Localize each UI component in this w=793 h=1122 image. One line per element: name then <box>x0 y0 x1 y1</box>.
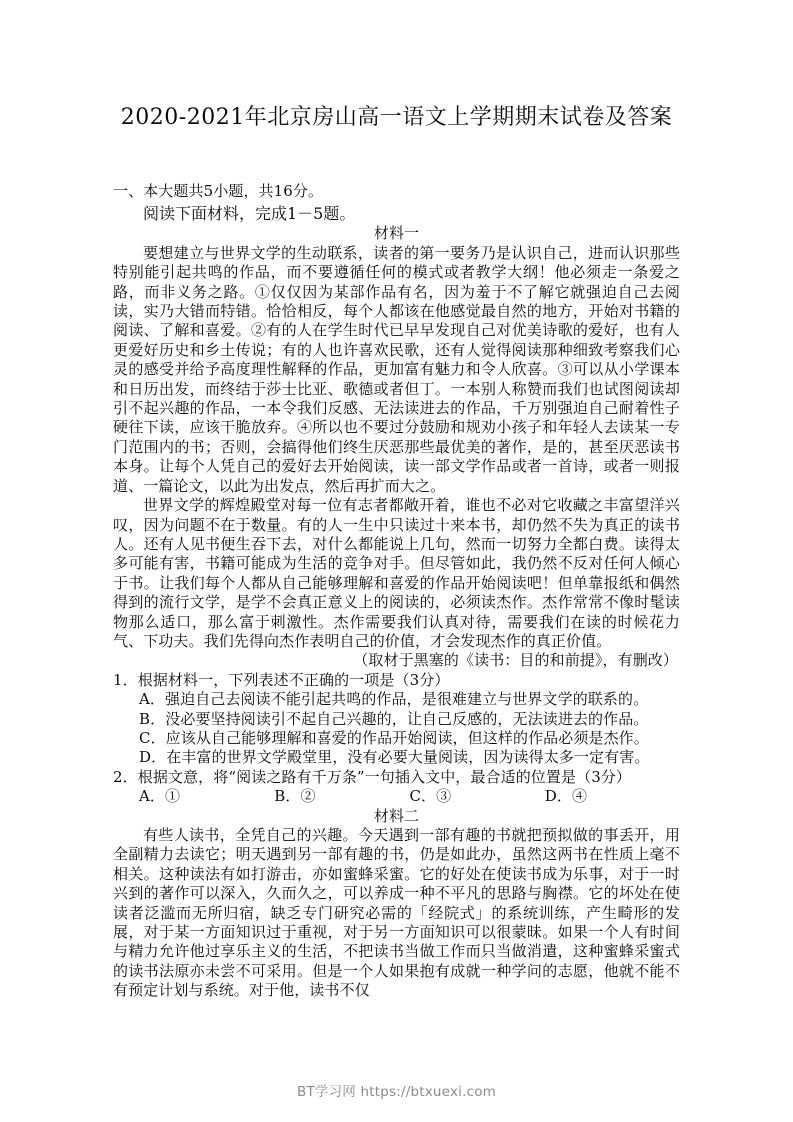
material-one-attribution: （取材于黑塞的《读书：目的和前提》，有删改） <box>353 651 678 670</box>
question-2-stem-text: 根据文意，将“阅读之路有千万条”一句插入文中，最合适的位置是（3分） <box>137 767 632 786</box>
question-1-option-a[interactable]: A．强迫自己去阅读不能引起共鸣的作品，是很难建立与世界文学的联系的。 <box>139 690 649 709</box>
material-one-label: 材料一 <box>373 224 420 243</box>
section-heading: 一、本大题共5小题，共16分。 <box>113 182 324 200</box>
material-two-paragraph-1: 有些人读书，全凭自己的兴趣。今天遇到一部有趣的书就把预拟做的事丢开，用全副精力去读它；明天遇到另一部有趣的书，仍是如此办，虽然这两书在性质上毫不相关。这种读法有如打游击，亦如蜜蜂采蜜。它的好处在使读书成为乐事，对于一时兴到的著作可以深入，久而久之，可以养成一种不平凡的思路与胸襟。它的坏处在使读者泛滥而无所归宿，缺乏专门研究必需的「经院式」的系统训练，产生畸形的发展，对于某一方面知识过于重视，对于另一方面知识可以很蒙昧。如果一个人有时间与精力允许他过享乐主义的生活，不把读书当做工作而只当做消遣，这种蜜蜂采蜜式的读书法原亦未尝不可采用。但是一个人如果抱有成就一种学问的志愿，他就不能不有预定计划与系统。对于他，读书不仅 <box>113 826 680 1000</box>
question-1-option-b[interactable]: B．没必要坚持阅读引不起自己兴趣的，让自己反感的，无法读进去的作品。 <box>139 709 649 728</box>
question-2-option-a[interactable]: A．① <box>139 787 181 806</box>
material-one-paragraph-2: 世界文学的辉煌殿堂对每一位有志者都敞开着，谁也不必对它收藏之丰富望洋兴叹，因为问题不在于数量。有的人一生中只读过十来本书，却仍然不失为真正的读书人。还有人见书便生吞下去，对什么都能说上几句，然而一切努力全都白费。读得太多可能有害，书籍可能成为生活的竞争对手。但尽管如此，我仍然不反对任何人倾心于书。让我们每个人都从自己能够理解和喜爱的作品开始阅读吧！但单靠报纸和偶然得到的流行文学，是学不会真正意义上的阅读的，必须读杰作。杰作常常不像时髦读物那么适口，那么富于刺激性。杰作需要我们认真对待，需要我们在读的时候花力气、下功夫。我们先得向杰作表明自己的价值，才会发现杰作的真正价值。 <box>113 496 680 650</box>
question-2-option-c[interactable]: C．③ <box>409 787 452 806</box>
question-2-option-d[interactable]: D．④ <box>544 787 588 806</box>
question-2-options <box>113 787 680 806</box>
material-two-label: 材料二 <box>373 806 420 825</box>
question-1-stem-after: 的一项是（3分） <box>334 670 450 689</box>
question-1-option-d[interactable]: D．在丰富的世界文学殿堂里，没有必要大量阅读，因为读得太多一定有害。 <box>139 748 650 767</box>
material-one-paragraph-1: 要想建立与世界文学的生动联系，读者的第一要务乃是认识自己，进而认识那些特别能引起共鸣的作品，而不要遵循任何的模式或者教学大纲！他必须走一条爱之路，而非义务之路。①仅仅因为某部作品有名，因为羞于不了解它就强迫自己去阅读，实乃大错而特错。恰恰相反，每个人都该在他感觉最自然的地方，开始对书籍的阅读、了解和喜爱。②有的人在学生时代已早早发现自己对优美诗歌的爱好，也有人更爱好历史和乡土传说；有的人也许喜欢民歌，还有人觉得阅读那种细致考察我们心灵的感受并给予高度理性解释的作品，更加富有魅力和令人欣喜。③可以从小学课本和日历出发，而终结于莎士比亚、歌德或者但丁。一本别人称赞而我们也试图阅读却引不起兴趣的作品，一本令我们反感、无法读进去的作品，千万别强迫自己耐着性子硬往下读，应该干脆放弃。④所以也不要过分鼓励和规劝小孩子和年轻人去读某一专门范围内的书；否则，会搞得他们终生厌恶那些最优美的著作，是的，甚至厌恶读书本身。让每个人凭自己的爱好去开始阅读，读一部文学作品或者一首诗，或者一则报道、一篇论文，以此为出发点，然后再扩而大之。 <box>113 243 680 495</box>
reading-instruction: 阅读下面材料，完成1－5题。 <box>143 204 356 224</box>
question-2-stem <box>113 768 680 787</box>
question-1-number: 1． <box>113 670 138 689</box>
question-2-number: 2． <box>113 767 138 786</box>
question-2-option-b[interactable]: B．② <box>274 787 316 806</box>
question-1-stem-emphasis: 不正确 <box>288 670 335 689</box>
document-body <box>113 182 680 1001</box>
page-title: 2020-2021年北京房山高一语文上学期期末试卷及答案 <box>120 104 673 130</box>
question-1-stem-before: 根据材料一，下列表述 <box>137 670 289 689</box>
question-1-stem <box>113 671 680 690</box>
question-1-option-c[interactable]: C．应该从自己能够理解和喜爱的作品开始阅读，但这样的作品必须是杰作。 <box>139 728 649 747</box>
footer-watermark: BT学习网 https://btxuexi.com <box>296 1084 497 1100</box>
